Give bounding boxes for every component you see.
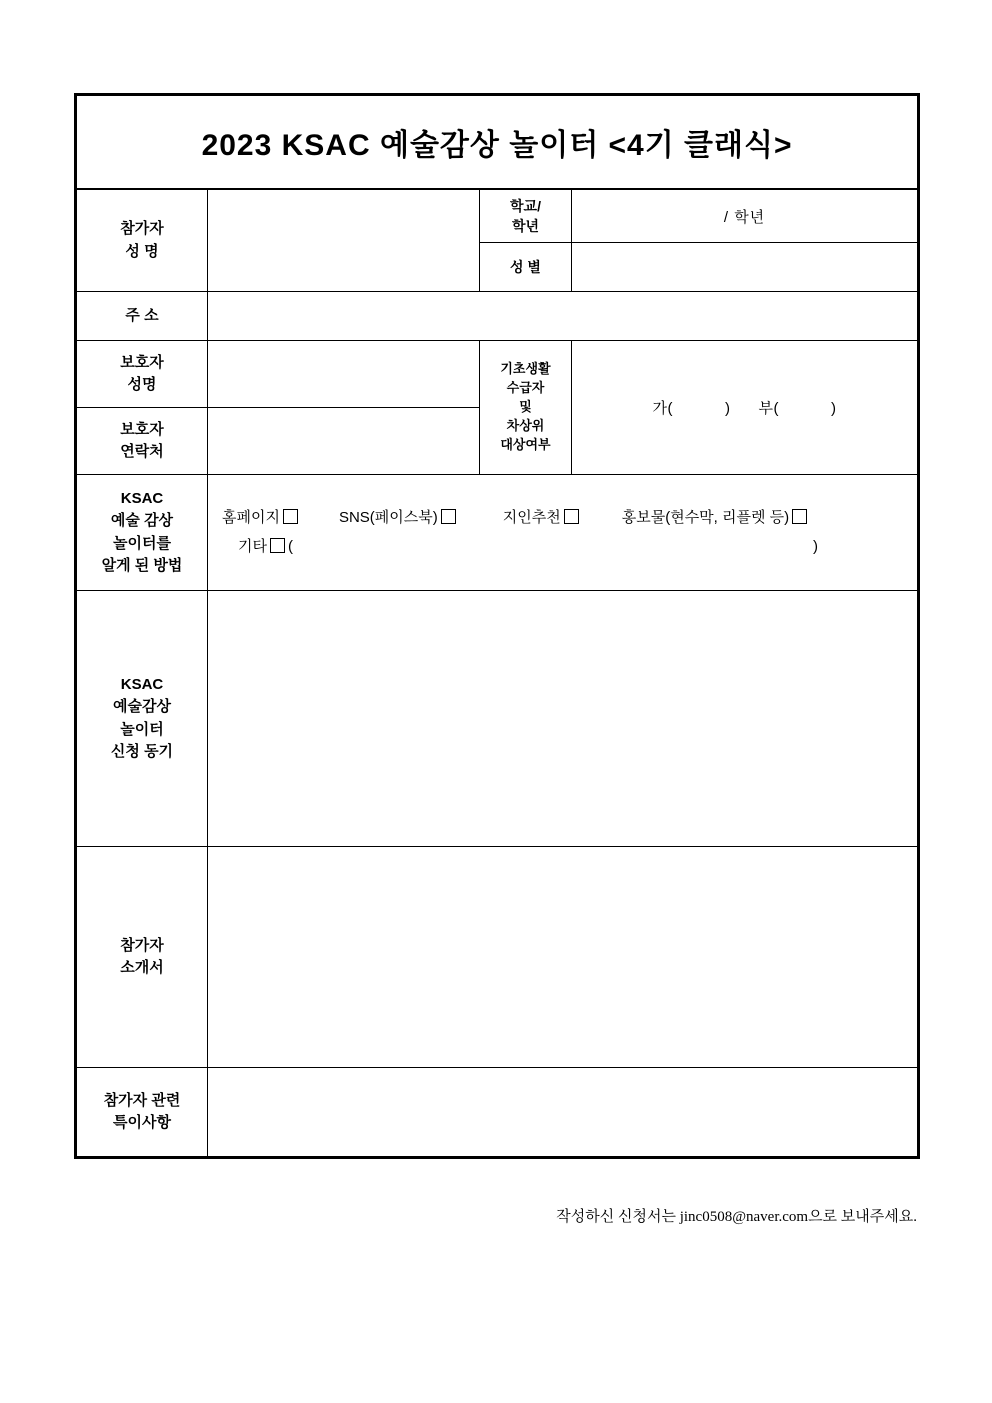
how-known-row [76,475,919,591]
participant-name-label-l2: 성 명 [125,242,159,260]
motivation-input[interactable] [208,591,919,847]
basic-livelihood-no: 부( [758,400,780,417]
title-row [76,95,919,190]
basic-livelihood-label: 기초생활 수급자 및 차상위 대상여부 [480,341,572,475]
notes-input[interactable] [208,1068,919,1158]
how-known-option-etc: 기타 [238,537,267,555]
footer-note: 작성하신 신청서는 jinc0508@naver.com으로 보내주세요. [556,1209,917,1225]
checkbox-homepage[interactable] [283,509,298,524]
checkbox-etc[interactable] [270,538,285,553]
introduction-row [76,847,919,1068]
introduction-label: 참가자 소개서 [76,847,208,1068]
notes-label: 참가자 관련 특이사항 [76,1068,208,1158]
basic-livelihood-input[interactable] [572,341,919,475]
page-title: 2023 KSAC 예술감상 놀이터 <4기 클래식> [76,95,919,190]
how-known-etc-close: ) [812,537,818,555]
notes-row [76,1068,919,1158]
how-known-option-promo: 홍보물(현수막, 리플렛 등) [621,509,790,526]
address-row [76,292,919,341]
school-grade-input[interactable]: / 학년 [572,189,919,243]
how-known-option-homepage: 홈페이지 [222,509,280,526]
how-known-options[interactable] [208,475,919,591]
how-known-label: KSAC 예술 감상 놀이터를 알게 된 방법 [76,475,208,591]
participant-name-input[interactable] [208,189,480,292]
how-known-etc-open: ( [287,537,293,555]
motivation-row [76,591,919,847]
guardian-name-row [76,341,919,408]
checkbox-referral[interactable] [564,509,579,524]
gender-label: 성 별 [480,243,572,292]
form-table [74,93,920,1159]
introduction-input[interactable] [208,847,919,1068]
basic-livelihood-yes-close: ) [725,400,731,417]
checkbox-promo[interactable] [792,509,807,524]
guardian-name-input[interactable] [208,341,480,408]
guardian-contact-label: 보호자 연락처 [76,408,208,475]
basic-livelihood-yes: 가( [652,400,674,417]
how-known-line-2 [208,533,917,562]
participant-name-label-l1: 참가자 [120,220,164,237]
participant-name-label [76,189,208,292]
how-known-line-1 [208,504,917,533]
school-grade-label: 학교/ 학년 [480,189,572,243]
guardian-contact-input[interactable] [208,408,480,475]
gender-input[interactable] [572,243,919,292]
how-known-option-referral: 지인추천 [502,509,561,526]
guardian-name-label: 보호자 성명 [76,341,208,408]
participant-name-row [76,189,919,243]
basic-livelihood-no-close: ) [831,400,837,417]
address-input[interactable] [208,292,919,341]
how-known-option-sns: SNS(페이스북) [338,509,438,526]
motivation-label: KSAC 예술감상 놀이터 신청 동기 [76,591,208,847]
application-form [74,93,917,1159]
address-label: 주 소 [76,292,208,341]
checkbox-sns[interactable] [441,509,456,524]
